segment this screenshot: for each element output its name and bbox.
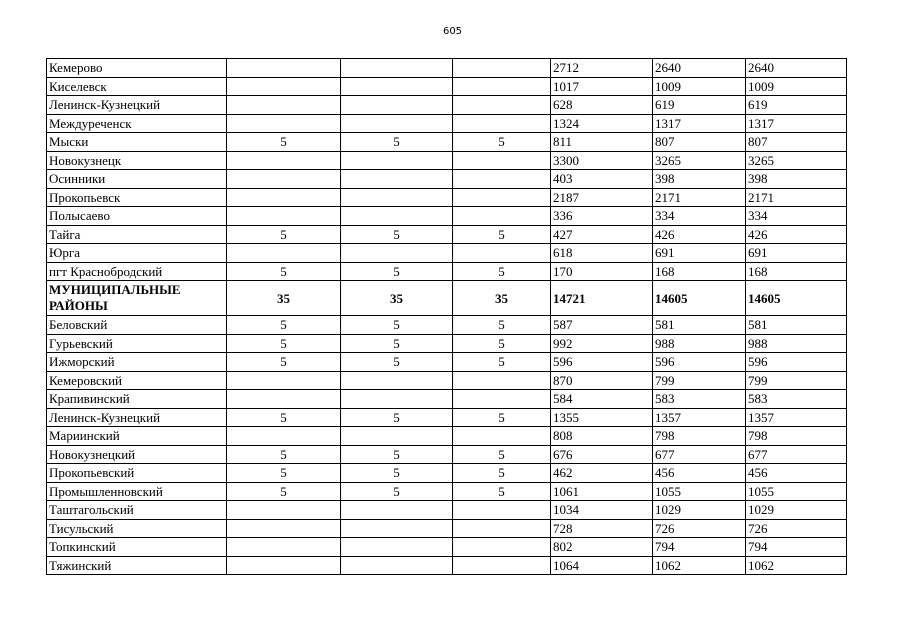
value-cell-c4: 596 <box>551 353 653 372</box>
value-cell-c2: 5 <box>341 408 453 427</box>
row-label-cell: Осинники <box>47 170 227 189</box>
table-row <box>47 59 847 78</box>
value-cell-c2: 5 <box>341 464 453 483</box>
value-cell-c3 <box>453 170 551 189</box>
data-table <box>46 58 847 575</box>
table-row <box>47 225 847 244</box>
value-cell-c2 <box>341 371 453 390</box>
value-cell-c4: 427 <box>551 225 653 244</box>
row-label-cell: пгт Краснобродский <box>47 262 227 281</box>
value-cell-c6: 798 <box>746 427 847 446</box>
value-cell-c3: 5 <box>453 133 551 152</box>
value-cell-c5: 726 <box>653 519 746 538</box>
table-row <box>47 538 847 557</box>
value-cell-c3: 5 <box>453 464 551 483</box>
value-cell-c2 <box>341 538 453 557</box>
value-cell-c1 <box>227 114 341 133</box>
table-row <box>47 281 847 316</box>
value-cell-c4: 1017 <box>551 77 653 96</box>
value-cell-c1: 5 <box>227 464 341 483</box>
value-cell-c2 <box>341 114 453 133</box>
value-cell-c4: 992 <box>551 334 653 353</box>
value-cell-c4: 1034 <box>551 501 653 520</box>
value-cell-c5: 1009 <box>653 77 746 96</box>
page-number: 605 <box>442 26 463 37</box>
value-cell-c1: 5 <box>227 353 341 372</box>
value-cell-c3 <box>453 371 551 390</box>
value-cell-c6: 1317 <box>746 114 847 133</box>
value-cell-c3: 5 <box>453 225 551 244</box>
value-cell-c1 <box>227 390 341 409</box>
row-label-cell: Ленинск-Кузнецкий <box>47 408 227 427</box>
value-cell-c6: 807 <box>746 133 847 152</box>
value-cell-c1: 5 <box>227 482 341 501</box>
row-label-cell: Промышленновский <box>47 482 227 501</box>
row-label-cell: Кемерово <box>47 59 227 78</box>
value-cell-c6: 677 <box>746 445 847 464</box>
row-label-cell: Прокопьевский <box>47 464 227 483</box>
value-cell-c5: 799 <box>653 371 746 390</box>
value-cell-c2 <box>341 519 453 538</box>
value-cell-c2: 5 <box>341 225 453 244</box>
value-cell-c4: 1355 <box>551 408 653 427</box>
value-cell-c5: 14605 <box>653 281 746 316</box>
value-cell-c5: 1317 <box>653 114 746 133</box>
value-cell-c1: 5 <box>227 262 341 281</box>
value-cell-c3: 5 <box>453 445 551 464</box>
row-label-cell: Мариинский <box>47 427 227 446</box>
value-cell-c6: 2171 <box>746 188 847 207</box>
value-cell-c4: 403 <box>551 170 653 189</box>
value-cell-c2: 5 <box>341 133 453 152</box>
value-cell-c5: 691 <box>653 244 746 263</box>
value-cell-c3 <box>453 427 551 446</box>
value-cell-c4: 587 <box>551 316 653 335</box>
value-cell-c5: 334 <box>653 207 746 226</box>
row-label-cell: Юрга <box>47 244 227 263</box>
table-row <box>47 464 847 483</box>
value-cell-c5: 798 <box>653 427 746 446</box>
value-cell-c4: 1061 <box>551 482 653 501</box>
value-cell-c2: 5 <box>341 316 453 335</box>
value-cell-c4: 676 <box>551 445 653 464</box>
value-cell-c6: 1055 <box>746 482 847 501</box>
table-row <box>47 96 847 115</box>
value-cell-c5: 1029 <box>653 501 746 520</box>
value-cell-c3 <box>453 538 551 557</box>
value-cell-c6: 168 <box>746 262 847 281</box>
value-cell-c1 <box>227 538 341 557</box>
value-cell-c2 <box>341 77 453 96</box>
value-cell-c3: 5 <box>453 408 551 427</box>
value-cell-c5: 596 <box>653 353 746 372</box>
value-cell-c6: 426 <box>746 225 847 244</box>
row-label-cell: Междуреченск <box>47 114 227 133</box>
table-row <box>47 482 847 501</box>
value-cell-c1: 5 <box>227 445 341 464</box>
value-cell-c5: 1055 <box>653 482 746 501</box>
value-cell-c4: 1064 <box>551 556 653 575</box>
value-cell-c6: 794 <box>746 538 847 557</box>
value-cell-c6: 1357 <box>746 408 847 427</box>
row-label-cell: Ленинск-Кузнецкий <box>47 96 227 115</box>
value-cell-c5: 1357 <box>653 408 746 427</box>
value-cell-c6: 1009 <box>746 77 847 96</box>
value-cell-c6: 334 <box>746 207 847 226</box>
value-cell-c1 <box>227 151 341 170</box>
table-row <box>47 501 847 520</box>
value-cell-c1 <box>227 59 341 78</box>
value-cell-c2 <box>341 170 453 189</box>
value-cell-c5: 677 <box>653 445 746 464</box>
value-cell-c6: 3265 <box>746 151 847 170</box>
row-label-cell: Мыски <box>47 133 227 152</box>
value-cell-c4: 336 <box>551 207 653 226</box>
value-cell-c6: 619 <box>746 96 847 115</box>
value-cell-c1 <box>227 519 341 538</box>
table-row <box>47 316 847 335</box>
value-cell-c2: 5 <box>341 482 453 501</box>
value-cell-c1: 5 <box>227 225 341 244</box>
value-cell-c1: 5 <box>227 316 341 335</box>
value-cell-c6: 581 <box>746 316 847 335</box>
value-cell-c6: 726 <box>746 519 847 538</box>
row-label-cell: Ижморский <box>47 353 227 372</box>
value-cell-c4: 870 <box>551 371 653 390</box>
value-cell-c5: 3265 <box>653 151 746 170</box>
row-label-cell: Таштагольский <box>47 501 227 520</box>
value-cell-c4: 728 <box>551 519 653 538</box>
table-row <box>47 170 847 189</box>
value-cell-c2: 5 <box>341 353 453 372</box>
table-body <box>47 59 847 575</box>
value-cell-c4: 462 <box>551 464 653 483</box>
table-row <box>47 77 847 96</box>
value-cell-c3 <box>453 390 551 409</box>
value-cell-c4: 802 <box>551 538 653 557</box>
value-cell-c3: 5 <box>453 353 551 372</box>
value-cell-c4: 808 <box>551 427 653 446</box>
value-cell-c1 <box>227 207 341 226</box>
value-cell-c5: 456 <box>653 464 746 483</box>
value-cell-c6: 2640 <box>746 59 847 78</box>
value-cell-c1 <box>227 77 341 96</box>
value-cell-c4: 3300 <box>551 151 653 170</box>
value-cell-c6: 988 <box>746 334 847 353</box>
value-cell-c6: 691 <box>746 244 847 263</box>
value-cell-c6: 596 <box>746 353 847 372</box>
value-cell-c3 <box>453 244 551 263</box>
value-cell-c1 <box>227 96 341 115</box>
value-cell-c4: 584 <box>551 390 653 409</box>
table-row <box>47 445 847 464</box>
value-cell-c3: 5 <box>453 482 551 501</box>
value-cell-c2 <box>341 390 453 409</box>
value-cell-c5: 2640 <box>653 59 746 78</box>
value-cell-c1: 5 <box>227 408 341 427</box>
value-cell-c4: 14721 <box>551 281 653 316</box>
value-cell-c6: 1062 <box>746 556 847 575</box>
value-cell-c6: 398 <box>746 170 847 189</box>
value-cell-c4: 2187 <box>551 188 653 207</box>
row-label-cell: Прокопьевск <box>47 188 227 207</box>
value-cell-c2 <box>341 207 453 226</box>
value-cell-c1 <box>227 188 341 207</box>
value-cell-c3 <box>453 77 551 96</box>
value-cell-c3: 5 <box>453 316 551 335</box>
value-cell-c3: 5 <box>453 262 551 281</box>
row-label-cell: Тисульский <box>47 519 227 538</box>
value-cell-c3 <box>453 59 551 78</box>
row-label-cell: Топкинский <box>47 538 227 557</box>
value-cell-c2 <box>341 427 453 446</box>
table-row <box>47 556 847 575</box>
table-row <box>47 334 847 353</box>
table-row <box>47 114 847 133</box>
value-cell-c5: 988 <box>653 334 746 353</box>
value-cell-c5: 619 <box>653 96 746 115</box>
value-cell-c3 <box>453 207 551 226</box>
value-cell-c5: 583 <box>653 390 746 409</box>
value-cell-c1 <box>227 556 341 575</box>
table-row <box>47 244 847 263</box>
value-cell-c3 <box>453 151 551 170</box>
value-cell-c5: 807 <box>653 133 746 152</box>
value-cell-c5: 426 <box>653 225 746 244</box>
value-cell-c2 <box>341 151 453 170</box>
value-cell-c1 <box>227 427 341 446</box>
value-cell-c5: 1062 <box>653 556 746 575</box>
row-label-cell: Гурьевский <box>47 334 227 353</box>
value-cell-c3 <box>453 114 551 133</box>
value-cell-c2 <box>341 188 453 207</box>
value-cell-c6: 14605 <box>746 281 847 316</box>
row-label-cell: Тайга <box>47 225 227 244</box>
table-row <box>47 519 847 538</box>
row-label-cell: Киселевск <box>47 77 227 96</box>
table-row <box>47 188 847 207</box>
row-label-cell: Полысаево <box>47 207 227 226</box>
value-cell-c2 <box>341 96 453 115</box>
table-row <box>47 151 847 170</box>
value-cell-c1 <box>227 371 341 390</box>
value-cell-c2: 35 <box>341 281 453 316</box>
row-label-cell: Беловский <box>47 316 227 335</box>
value-cell-c2 <box>341 244 453 263</box>
value-cell-c4: 170 <box>551 262 653 281</box>
value-cell-c3 <box>453 519 551 538</box>
table-row <box>47 408 847 427</box>
value-cell-c4: 1324 <box>551 114 653 133</box>
value-cell-c1: 5 <box>227 334 341 353</box>
value-cell-c6: 799 <box>746 371 847 390</box>
value-cell-c1: 5 <box>227 133 341 152</box>
row-label-cell: Новокузнецк <box>47 151 227 170</box>
value-cell-c2 <box>341 59 453 78</box>
row-label-cell: МУНИЦИПАЛЬНЫЕ РАЙОНЫ <box>47 281 227 316</box>
value-cell-c5: 794 <box>653 538 746 557</box>
value-cell-c6: 1029 <box>746 501 847 520</box>
value-cell-c3 <box>453 96 551 115</box>
value-cell-c1 <box>227 244 341 263</box>
value-cell-c3: 35 <box>453 281 551 316</box>
table-row <box>47 390 847 409</box>
row-label-cell: Крапивинский <box>47 390 227 409</box>
value-cell-c5: 398 <box>653 170 746 189</box>
value-cell-c3: 5 <box>453 334 551 353</box>
value-cell-c2 <box>341 501 453 520</box>
value-cell-c3 <box>453 556 551 575</box>
value-cell-c3 <box>453 501 551 520</box>
value-cell-c2: 5 <box>341 334 453 353</box>
row-label-cell: Новокузнецкий <box>47 445 227 464</box>
table-row <box>47 353 847 372</box>
value-cell-c6: 583 <box>746 390 847 409</box>
value-cell-c3 <box>453 188 551 207</box>
table-row <box>47 207 847 226</box>
value-cell-c4: 618 <box>551 244 653 263</box>
table-row <box>47 262 847 281</box>
row-label-cell: Кемеровский <box>47 371 227 390</box>
value-cell-c5: 581 <box>653 316 746 335</box>
value-cell-c4: 2712 <box>551 59 653 78</box>
value-cell-c5: 168 <box>653 262 746 281</box>
value-cell-c2: 5 <box>341 262 453 281</box>
row-label-cell: Тяжинский <box>47 556 227 575</box>
table-row <box>47 427 847 446</box>
value-cell-c4: 811 <box>551 133 653 152</box>
value-cell-c4: 628 <box>551 96 653 115</box>
value-cell-c1 <box>227 501 341 520</box>
value-cell-c1 <box>227 170 341 189</box>
value-cell-c2: 5 <box>341 445 453 464</box>
table-row <box>47 371 847 390</box>
value-cell-c6: 456 <box>746 464 847 483</box>
value-cell-c1: 35 <box>227 281 341 316</box>
value-cell-c5: 2171 <box>653 188 746 207</box>
table-row <box>47 133 847 152</box>
value-cell-c2 <box>341 556 453 575</box>
